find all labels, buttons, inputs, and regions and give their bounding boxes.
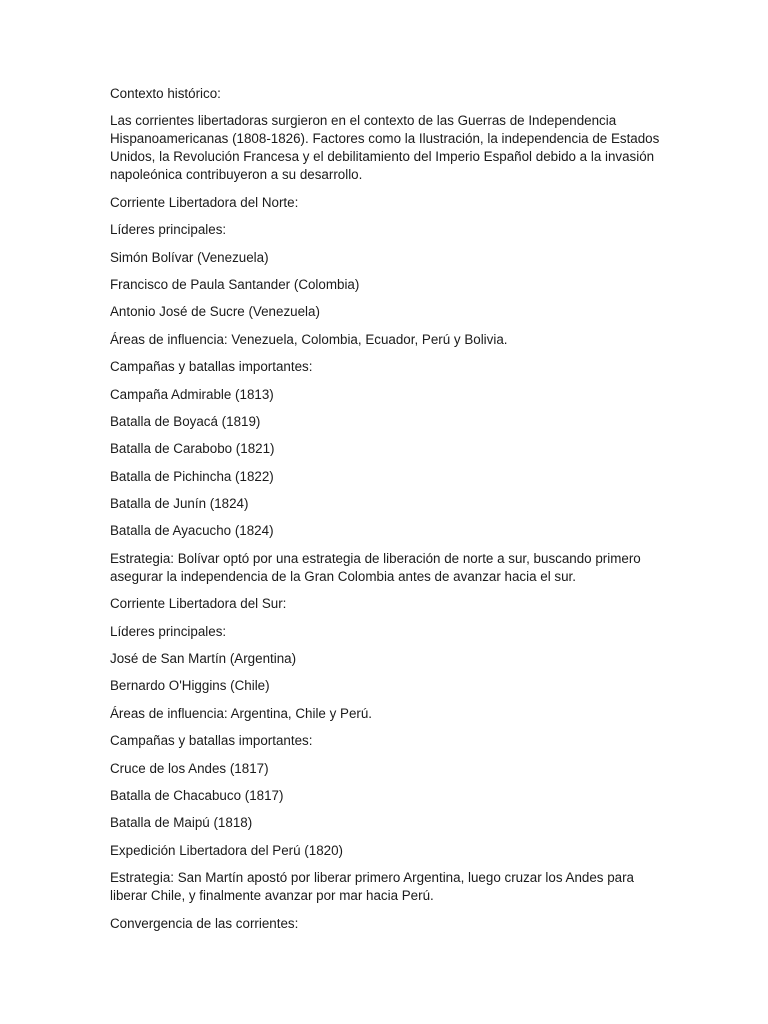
label-campaigns: Campañas y batallas importantes: [110,359,313,375]
areas-of-influence: Áreas de influencia: Venezuela, Colombia, Ecuador, Perú y Bolivia. [110,331,508,347]
paragraph-strategy-south: Estrategia: San Martín apostó por liberar primero Argentina, luego cruzar los Andes para liberar Chile, y finalmente avanzar por mar hacia Perú. [110,870,635,904]
heading-historical-context: Contexto histórico: [110,86,221,101]
list-item: Simón Bolívar (Venezuela) [110,249,269,265]
list-item: Batalla de Junín (1824) [110,496,249,512]
heading-convergence: Convergencia de las corrientes: [110,915,299,931]
label-main-leaders: Líderes principales: [110,222,227,238]
list-item: Batalla de Boyacá (1819) [110,413,261,429]
list-item: Batalla de Maipú (1818) [110,815,253,831]
list-item: José de San Martín (Argentina) [110,651,297,667]
list-item: Batalla de Ayacucho (1824) [110,523,274,539]
document-body [110,85,670,942]
paragraph-strategy-north: Estrategia: Bolívar optó por una estrategia de liberación de norte a sur, buscando primero asegurar la independencia de la Gran Colombia antes de avanzar hacia el sur. [110,550,641,584]
list-item: Antonio José de Sucre (Venezuela) [110,304,320,320]
list-item: Cruce de los Andes (1817) [110,760,269,776]
list-item: Francisco de Paula Santander (Colombia) [110,276,360,292]
list-item: Bernardo O'Higgins (Chile) [110,678,270,694]
heading-south-current: Corriente Libertadora del Sur: [110,596,287,612]
list-item: Campaña Admirable (1813) [110,386,274,402]
list-item: Batalla de Carabobo (1821) [110,441,275,457]
list-item: Expedición Libertadora del Perú (1820) [110,842,343,858]
areas-of-influence: Áreas de influencia: Argentina, Chile y Perú. [110,705,373,721]
label-main-leaders: Líderes principales: [110,623,227,639]
label-campaigns: Campañas y batallas importantes: [110,733,313,749]
heading-north-current: Corriente Libertadora del Norte: [110,194,299,210]
list-item: Batalla de Chacabuco (1817) [110,787,284,803]
list-item: Batalla de Pichincha (1822) [110,468,274,484]
paragraph-historical-context: Las corrientes libertadoras surgieron en el contexto de las Guerras de Independencia Hispanoamericanas (1808-1826). Factores como la Ilustración, la independencia de Estados Unidos, la Revolución Francesa y el debilitamiento del Imperio Español debido a la invasión napoleónica contribuyeron a su desarrollo. [110,113,660,183]
